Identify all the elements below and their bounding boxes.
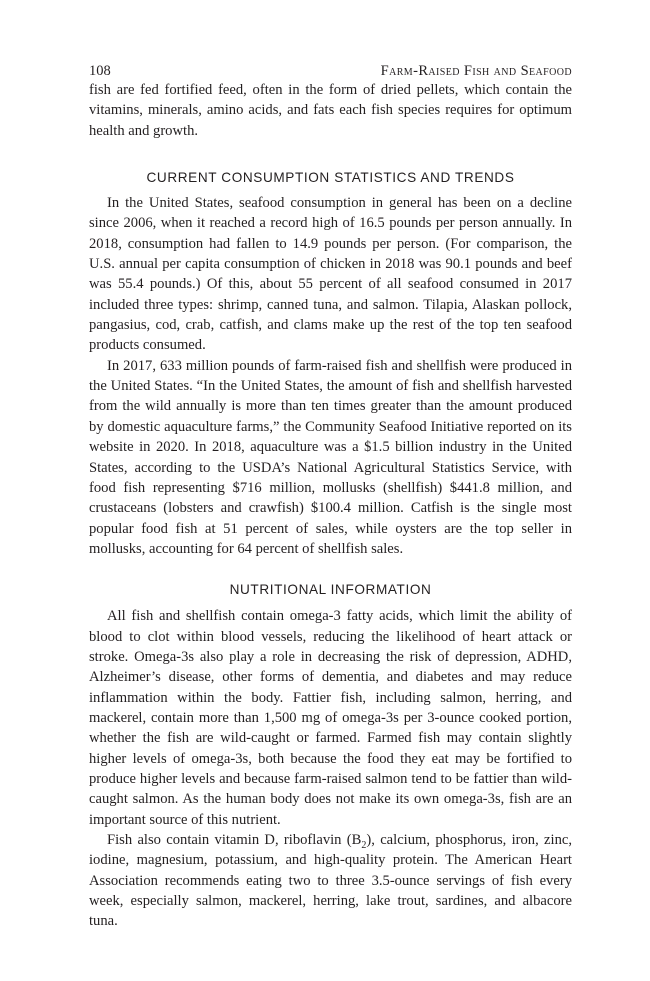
running-head <box>89 62 572 80</box>
paragraph: All fish and shellfish contain omega-3 fatty acids, which limit the ability of blood to clot within blood vessels, reducing the likelihood of heart attack or stroke. Omega-3s also play a role in decreasing the risk of depression, ADHD, Alzheimer’s disease, other forms of dementia, and diabetes and may reduce inflammation within the body. Fattier fish, including salmon, herring, and mackerel, contain more than 1,500 mg of omega-3s per 3-ounce cooked portion, whether the fish are wild-caught or farmed. Farmed fish may contain slightly higher levels of omega-3s, both because the food they eat may be fortified to produce higher levels and because farm-raised salmon tend to be fattier than wild-caught salmon. As the human body does not make its own omega-3s, fish are an important source of this nutrient. <box>89 608 572 828</box>
section-heading-consumption: CURRENT CONSUMPTION STATISTICS AND TRENDS <box>146 170 515 186</box>
paragraph: In the United States, seafood consumption in general has been on a decline since 2006, when it reached a record high of 16.5 pounds per person annually. In 2018, consumption had fallen to 14.9 pounds per person. (For comparison, the U.S. annual per capita consumption of chicken in 2018 was 90.1 pounds and beef was 55.4 pounds.) Of this, about 55 percent of all seafood consumed in 2017 included three types: shrimp, canned tuna, and salmon. Tilapia, Alaskan pollock, pangasius, cod, crab, catfish, and clams make up the rest of the top ten seafood products consumed. <box>89 195 572 354</box>
section-heading-nutrition: NUTRITIONAL INFORMATION <box>229 582 432 598</box>
text-span: ), calcium, phosphorus, iron, zinc, iodine, magnesium, potassium, and high-quality protein. The American Heart Association recommends eating two to three 3.5-ounce servings of fish every week, especially salmon, mackerel, herring, lake trout, sardines, and albacore tuna. <box>89 832 573 930</box>
page-number: 108 <box>89 63 111 79</box>
intro-paragraph: fish are fed fortified feed, often in the form of dried pellets, which contain the vitamins, minerals, amino acids, and fats each fish species requires for optimum health and growth. <box>89 82 572 139</box>
paragraph-vitamins <box>89 830 572 932</box>
paragraph: In 2017, 633 million pounds of farm-raised fish and shellfish were produced in the United States. “In the United States, the amount of fish and shellfish harvested from the wild annually is more than ten times greater than the amount produced by domestic aquaculture farms,” the Community Seafood Initiative reported on its website in 2020. In 2018, aquaculture was a $1.5 billion industry in the United States, according to the USDA’s National Agricultural Statistics Service, with food fish representing $716 million, mollusks (shellfish) $441.8 million, and crustaceans (lobsters and crawfish) $100.4 million. Catfish is the single most popular food fish at 51 percent of sales, while oysters are the top seller in mollusks, accounting for 64 percent of shellfish sales. <box>89 357 572 557</box>
subscript: 2 <box>361 839 367 851</box>
text-span: Fish also contain vitamin D, riboflavin (B <box>107 832 362 848</box>
body-text <box>89 80 572 932</box>
book-page <box>89 62 572 932</box>
running-title: Farm-Raised Fish and Seafood <box>380 63 572 79</box>
